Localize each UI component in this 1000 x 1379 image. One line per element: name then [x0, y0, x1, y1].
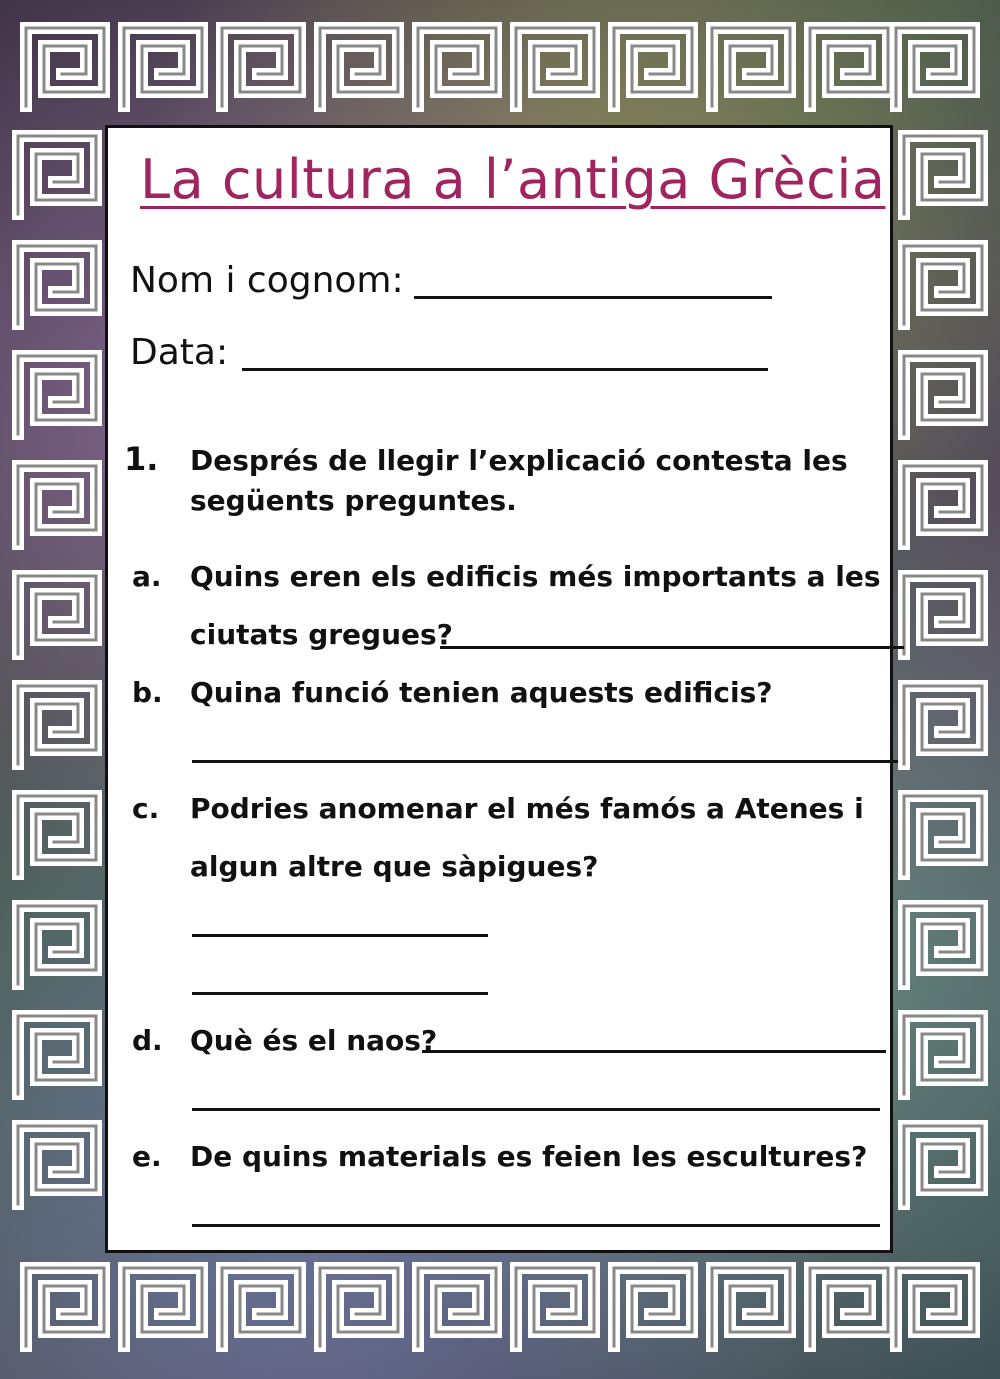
border-left [18, 136, 96, 1204]
border-top [26, 28, 974, 106]
name-answer-line[interactable] [414, 296, 772, 299]
question-e-answer-line[interactable] [192, 1224, 880, 1227]
question-d-answer-line2[interactable] [192, 1108, 880, 1111]
page-title: La cultura a l’antiga Grècia [140, 148, 886, 211]
question-c-letter: c. [132, 792, 160, 825]
question-a-letter: a. [132, 560, 162, 593]
exercise-instruction-line1: Després de llegir l’explicació contesta les [190, 444, 848, 477]
border-right [904, 136, 982, 1204]
question-d-text: Què és el naos? [190, 1024, 438, 1057]
question-e-letter: e. [132, 1140, 162, 1173]
date-answer-line[interactable] [242, 368, 768, 371]
question-a-answer-line[interactable] [440, 646, 904, 649]
question-b-letter: b. [132, 676, 163, 709]
question-a-text-line1: Quins eren els edificis més importants a les [190, 560, 881, 593]
question-c-answer-line2[interactable] [192, 992, 488, 995]
question-d-answer-line1[interactable] [422, 1050, 886, 1053]
question-c-answer-line1[interactable] [192, 934, 488, 937]
question-b-text: Quina funció tenien aquests edificis? [190, 676, 773, 709]
exercise-number: 1. [124, 440, 159, 478]
date-label: Data: [130, 332, 229, 373]
question-d-letter: d. [132, 1024, 163, 1057]
question-c-text-line2: algun altre que sàpigues? [190, 850, 599, 883]
question-e-text: De quins materials es feien les escultures? [190, 1140, 868, 1173]
exercise-instruction-line2: següents preguntes. [190, 484, 517, 517]
question-c-text-line1: Podries anomenar el més famós a Atenes i [190, 792, 864, 825]
question-a-text-line2: ciutats gregues? [190, 618, 453, 651]
name-label: Nom i cognom: [130, 260, 404, 301]
border-bottom [26, 1268, 974, 1346]
question-b-answer-line[interactable] [192, 760, 898, 763]
